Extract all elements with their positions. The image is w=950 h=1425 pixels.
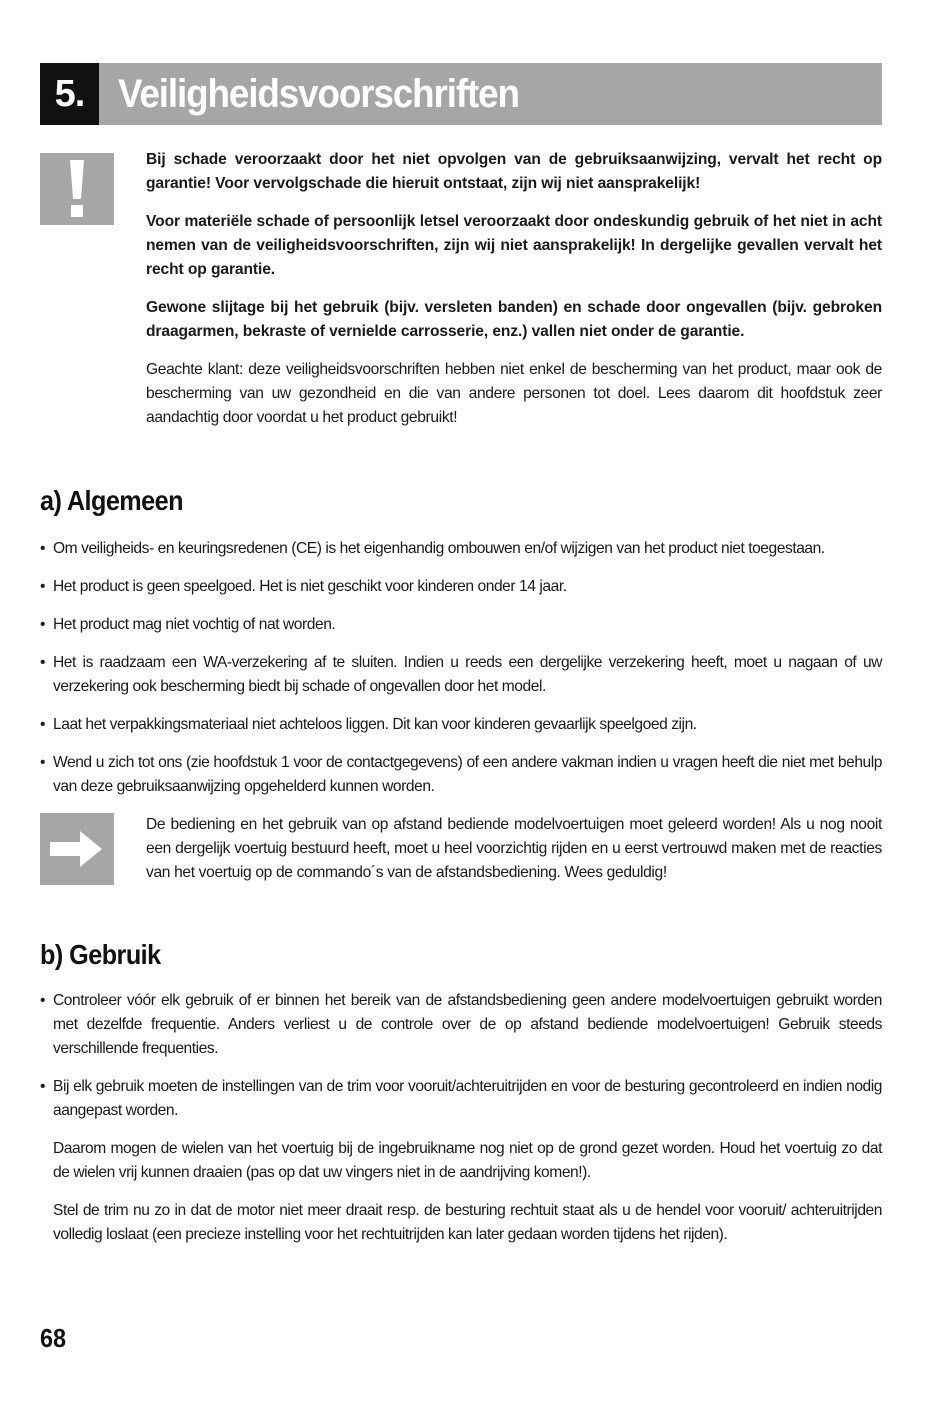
list-item bbox=[40, 613, 882, 637]
warning-paragraph: Bij schade veroorzaakt door het niet opvolgen van de gebruiksaanwijzing, vervalt het recht op garantie! Voor vervolgschade die hieruit ontstaat, zijn wij niet aansprakelijk! bbox=[146, 151, 882, 192]
section-heading-gebruik: b) Gebruik bbox=[40, 939, 161, 970]
chapter-title: Veiligheidsvoorschriften bbox=[118, 72, 519, 116]
list-item bbox=[40, 713, 882, 737]
warning-paragraph: Gewone slijtage bij het gebruik (bijv. versleten banden) en schade door ongevallen (bijv. gebroken draagarmen, bekraste of vernielde carrosserie, enz.) vallen niet onder de garantie. bbox=[146, 299, 882, 340]
list-item-text: Om veiligheids- en keuringsredenen (CE) is het eigenhandig ombouwen en/of wijzigen van het product niet toegestaan. bbox=[53, 540, 825, 557]
list-item-text: Laat het verpakkingsmateriaal niet achteloos liggen. Dit kan voor kinderen gevaarlijk speelgoed zijn. bbox=[53, 716, 697, 733]
bullet: • bbox=[40, 754, 46, 771]
chapter-header bbox=[40, 63, 882, 125]
chapter-number: 5. bbox=[40, 63, 99, 125]
section-heading-algemeen: a) Algemeen bbox=[40, 485, 183, 516]
list-item-text: Controleer vóór elk gebruik of er binnen het bereik van de afstandsbediening geen andere modelvoertuigen gebruikt worden met dezelfde frequentie. Anders verliest u de controle over de op afstand bediende modelvoertuigen! Gebruik steeds verschillende frequenties. bbox=[53, 992, 882, 1057]
bullet: • bbox=[40, 992, 46, 1009]
continuation-paragraph: Stel de trim nu zo in dat de motor niet meer draait resp. de besturing rechtuit staat als u de hendel voor vooruit/ achteruitrijden volledig loslaat (een precieze instelling voor het rechtuitrijden kan later gedaan worden tijdens het rijden). bbox=[53, 1202, 882, 1243]
list-item-text: Het product is geen speelgoed. Het is niet geschikt voor kinderen onder 14 jaar. bbox=[53, 578, 567, 595]
list-item bbox=[40, 651, 882, 699]
exclamation-icon bbox=[40, 153, 114, 225]
list-item bbox=[40, 751, 882, 799]
arrow-right-icon bbox=[40, 813, 114, 885]
list-item bbox=[40, 537, 882, 561]
bullet: • bbox=[40, 540, 46, 557]
algemeen-list bbox=[40, 537, 882, 813]
page-number: 68 bbox=[40, 1323, 67, 1353]
list-item-text: Bij elk gebruik moeten de instellingen van de trim voor vooruit/achteruitrijden en voor de besturing gecontroleerd en indien nodig aangepast worden. bbox=[53, 1078, 882, 1119]
continuation-paragraph: Daarom mogen de wielen van het voertuig bij de ingebruikname nog niet op de grond gezet worden. Houd het voertuig zo dat de wielen vrij kunnen draaien (pas op dat uw vingers niet in de aandrijving komen!). bbox=[53, 1140, 882, 1181]
note-block bbox=[146, 813, 882, 899]
list-item-text: Het product mag niet vochtig of nat worden. bbox=[53, 616, 336, 633]
bullet: • bbox=[40, 578, 46, 595]
intro-paragraph: Geachte klant: deze veiligheidsvoorschriften hebben niet enkel de bescherming van het product, maar ook de bescherming van uw gezondheid en die van andere personen tot doel. Lees daarom dit hoofdstuk zeer aandachtig door voordat u het product gebruikt! bbox=[146, 361, 882, 426]
warning-paragraph: Voor materiële schade of persoonlijk letsel veroorzaakt door ondeskundig gebruik of het niet in acht nemen van de veiligheidsvoorschriften, zijn wij niet aansprakelijk! In dergelijke gevallen vervalt het recht op garantie. bbox=[146, 213, 882, 278]
bullet: • bbox=[40, 616, 46, 633]
bullet: • bbox=[40, 654, 46, 671]
list-item bbox=[40, 1075, 882, 1123]
list-item bbox=[40, 989, 882, 1061]
bullet: • bbox=[40, 716, 46, 733]
list-item-text: Het is raadzaam een WA-verzekering af te sluiten. Indien u reeds een dergelijke verzekering heeft, moet u nagaan of uw verzekering ook bescherming biedt bij schade of ongevallen door het model. bbox=[53, 654, 882, 695]
list-item bbox=[40, 575, 882, 599]
list-item-text: Wend u zich tot ons (zie hoofdstuk 1 voor de contactgegevens) of een andere vakman indien u vragen heeft die niet met behulp van deze gebruiksaanwijzing opgehelderd kunnen worden. bbox=[53, 754, 882, 795]
note-paragraph: De bediening en het gebruik van op afstand bediende modelvoertuigen moet geleerd worden! Als u nog nooit een dergelijk voertuig bestuurd heeft, moet u heel voorzichtig rijden en u eerst vertrouwd maken met de reacties van het voertuig op de commando´s van de afstandsbediening. Wees geduldig! bbox=[146, 816, 882, 881]
bullet: • bbox=[40, 1078, 46, 1095]
warning-block bbox=[146, 148, 882, 444]
gebruik-list bbox=[40, 989, 882, 1261]
